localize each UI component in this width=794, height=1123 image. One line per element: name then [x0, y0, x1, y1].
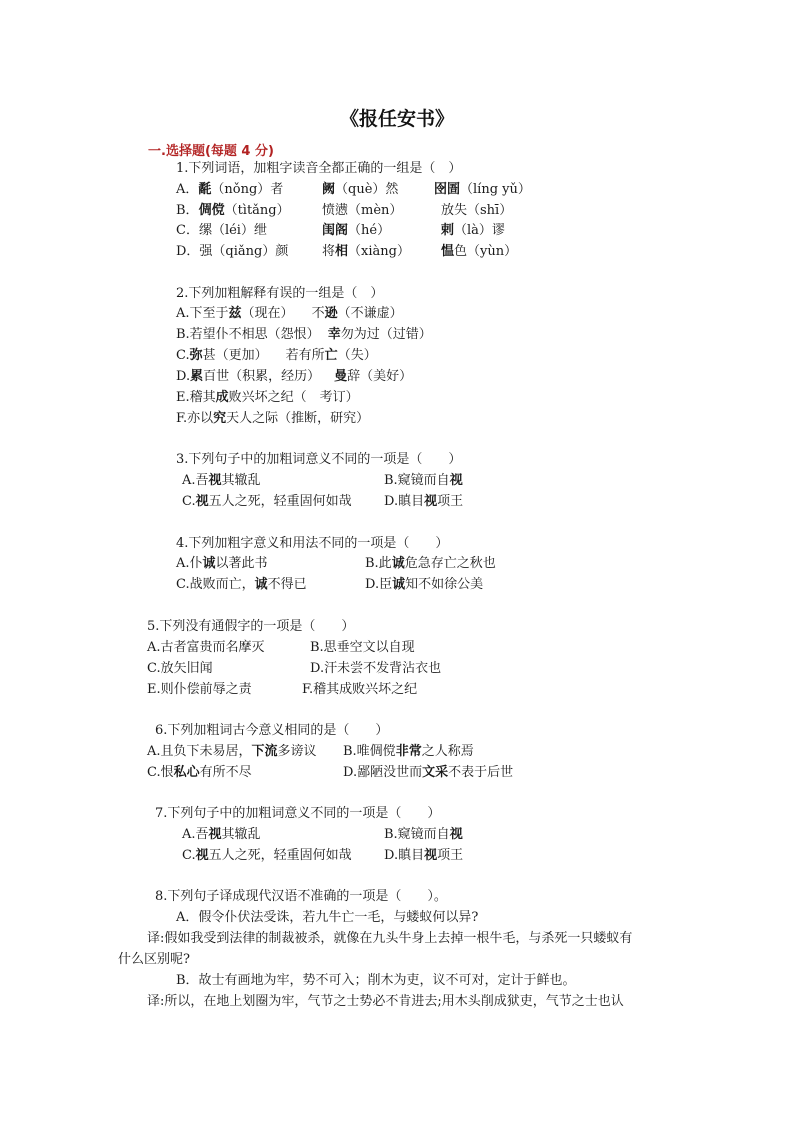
- question-4-option-b: B.此诚危急存亡之秋也: [365, 556, 496, 571]
- question-1-option-a: A．氄（nǒng）者: [176, 182, 284, 197]
- question-5-option-d: D.汗未尝不发背沾衣也: [310, 661, 442, 676]
- question-5-option-c: C.放矢旧闻: [147, 661, 213, 676]
- question-8-option-b: B．故士有画地为牢，势不可入；削木为吏，议不可对，定计于鲜也。: [176, 973, 576, 988]
- question-1-option-d-2: 将相（xiàng）: [322, 244, 410, 259]
- question-8-stem: 8.下列句子译成现代汉语不准确的一项是（ ）。: [155, 889, 447, 904]
- question-7-option-c: C.视五人之死，轻重固何如哉: [182, 848, 352, 863]
- question-1-option-b-3: 放失（shī）: [441, 203, 513, 218]
- question-7-option-b: B.窥镜而自视: [384, 827, 463, 842]
- question-1-stem: 1.下列词语，加粗字读音全都正确的一组是（ ）: [176, 161, 462, 176]
- question-5-option-b: B.思垂空文以自现: [310, 640, 415, 655]
- question-7-stem: 7.下列句子中的加粗词意义不同的一项是（ ）: [155, 806, 441, 821]
- question-5-option-f: F.稽其成败兴坏之纪: [302, 682, 418, 697]
- question-4-option-d: D.臣诚知不如徐公美: [365, 577, 484, 592]
- question-2-option-c: C.弥甚（更加） 若有所亡（失）: [176, 348, 377, 363]
- question-7-option-d: D.瞋目视项王: [384, 848, 464, 863]
- question-1-option-b-2: 愤懑（mèn）: [322, 203, 403, 218]
- question-6-option-b: B.唯倜傥非常之人称焉: [343, 744, 474, 759]
- question-1-option-a-3: 囹圄（líng yǔ）: [434, 182, 531, 197]
- question-2-option-d: D.累百世（积累，经历） 曼辞（美好）: [176, 369, 413, 384]
- question-1-option-c-2: 闺阁（hé）: [322, 223, 391, 238]
- question-2-option-e: E.稽其成败兴坏之纪（ 考订）: [176, 390, 359, 405]
- question-2-stem: 2.下列加粗解释有误的一组是（ ）: [176, 286, 384, 301]
- question-2-option-b: B.若望仆不相思（怨恨） 幸勿为过（过错）: [176, 327, 432, 342]
- question-8-translation-a-line-1: 译:假如我受到法律的制裁被杀，就像在九头牛身上去掉一根牛毛，与杀死一只蝼蚁有: [147, 931, 633, 946]
- question-3-stem: 3.下列句子中的加粗词意义不同的一项是（ ）: [176, 452, 462, 467]
- question-5-stem: 5.下列没有通假字的一项是（ ）: [147, 619, 355, 634]
- question-8-translation-a-line-2: 什么区别呢?: [118, 952, 190, 967]
- page-title: 《报任安书》: [339, 108, 454, 130]
- section-heading: 一.选择题(每题 4 分): [148, 144, 274, 159]
- question-1-option-c-3: 剌（là）谬: [441, 223, 505, 238]
- question-4-stem: 4.下列加粗字意义和用法不同的一项是（ ）: [176, 536, 449, 551]
- question-7-option-a: A.吾视其辙乱: [182, 827, 261, 842]
- question-4-option-a: A.仆诚以著此书: [176, 556, 268, 571]
- question-6-option-a: A.且负下未易居，下流多谤议: [147, 744, 317, 759]
- question-2-option-a: A.下至于兹（现在） 不逊（不谦虚）: [176, 306, 403, 321]
- question-2-option-f: F.亦以究天人之际（推断，研究）: [176, 411, 370, 426]
- question-1-option-c: C．缧（léi）绁: [176, 223, 267, 238]
- question-6-option-c: C.恨私心有所不尽: [147, 765, 252, 780]
- question-4-option-c: C.战败而亡，诚不得已: [176, 577, 307, 592]
- question-1-option-a-2: 阙（què）然: [322, 182, 399, 197]
- question-8-translation-b-line-1: 译:所以，在地上划圈为牢，气节之士势必不肯进去;用木头削成狱吏，气节之士也认: [147, 994, 624, 1009]
- question-3-option-a: A.吾视其辙乱: [182, 473, 261, 488]
- question-5-option-a: A.古者富贵而名摩灭: [147, 640, 265, 655]
- question-1-option-d: D．强（qiǎng）颜: [176, 244, 289, 259]
- question-3-option-b: B.窥镜而自视: [384, 473, 463, 488]
- question-5-option-e: E.则仆偿前辱之责: [147, 682, 252, 697]
- question-6-option-d: D.鄙陋没世而文采不表于后世: [343, 765, 514, 780]
- question-1-option-b: B．倜傥（tìtǎng）: [176, 203, 290, 218]
- question-3-option-c: C.视五人之死，轻重固何如哉: [182, 494, 352, 509]
- question-6-stem: 6.下列加粗词古今意义相同的是（ ）: [155, 723, 389, 738]
- question-3-option-d: D.瞋目视项王: [384, 494, 464, 509]
- question-1-option-d-3: 愠色（yùn）: [441, 244, 518, 259]
- question-8-option-a: A．假令仆伏法受诛，若九牛亡一毛，与蝼蚁何以异?: [176, 910, 479, 925]
